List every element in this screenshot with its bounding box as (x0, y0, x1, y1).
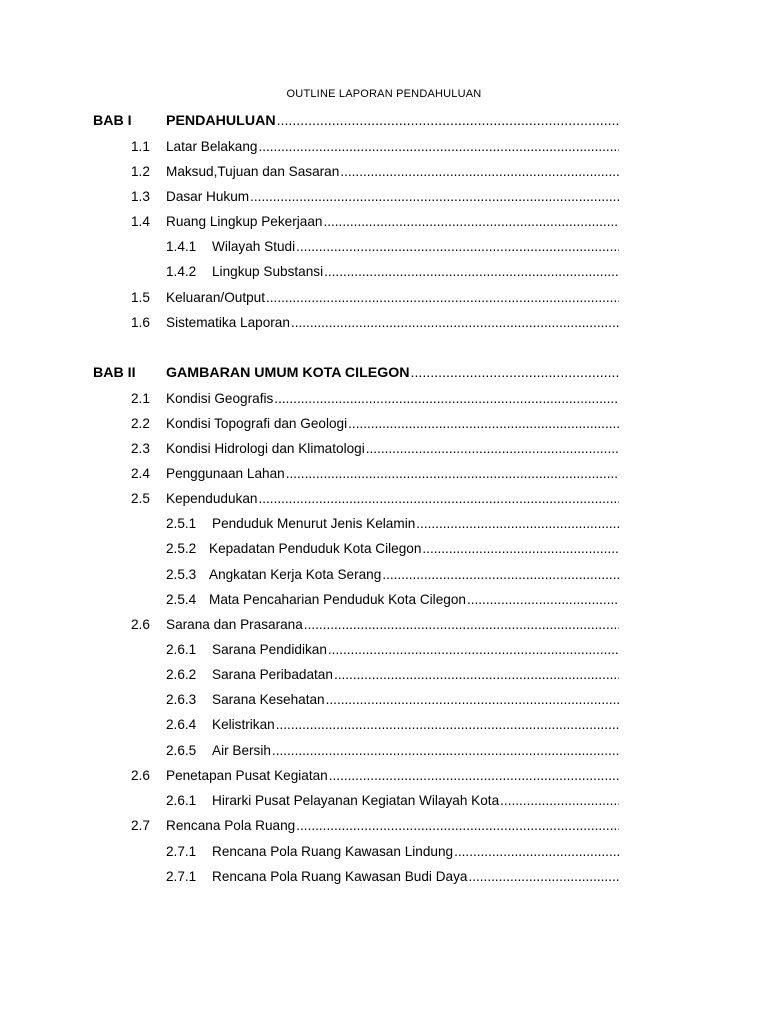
toc-entry (166, 541, 619, 561)
toc-leader-dots (411, 365, 619, 381)
toc-leader-dots (296, 239, 619, 254)
toc-leader-dots (366, 441, 619, 456)
toc-number: 1.3 (131, 189, 150, 204)
toc-number: 2.4 (131, 466, 150, 481)
toc-number: 1.4.1 (166, 239, 197, 254)
toc-number: 2.7 (131, 818, 150, 833)
toc-entry (166, 642, 619, 662)
toc-leader-dots (422, 541, 619, 556)
toc-entry (166, 844, 619, 864)
toc-leader-dots (416, 516, 619, 531)
toc-entry (166, 793, 619, 813)
toc-number: BAB II (93, 365, 136, 381)
toc-label: Penggunaan Lahan (166, 466, 285, 481)
toc-entry (131, 491, 619, 511)
toc-number: 2.5.4 (166, 592, 197, 607)
toc-label: PENDAHULUAN (166, 113, 276, 129)
toc-entry (166, 743, 619, 763)
toc-entry (131, 818, 619, 838)
toc-label: Maksud,Tujuan dan Sasaran (166, 164, 340, 179)
toc-entry (131, 139, 619, 159)
toc-leader-dots (266, 290, 619, 305)
toc-leader-dots (276, 717, 619, 732)
toc-number: 2.6.1 (166, 642, 197, 657)
toc-number: 1.2 (131, 164, 150, 179)
toc-number: 2.6.4 (166, 717, 197, 732)
toc-label: Lingkup Substansi (212, 264, 324, 279)
toc-number: 2.6.5 (166, 743, 197, 758)
toc-number: 1.4.2 (166, 264, 197, 279)
toc-entry (166, 869, 619, 889)
toc-label: Kondisi Geografis (166, 391, 274, 406)
toc-label: Sarana Peribadatan (212, 667, 333, 682)
toc-number: 2.5.3 (166, 567, 197, 582)
toc-number: 2.7.1 (166, 844, 197, 859)
toc-entry (131, 290, 619, 310)
toc-number: 2.6.3 (166, 692, 197, 707)
toc-label: Mata Pencaharian Penduduk Kota Cilegon (209, 592, 466, 607)
toc-entry (131, 768, 619, 788)
toc-number: 2.6.1 (166, 793, 197, 808)
toc-leader-dots (291, 315, 619, 330)
toc-entry (131, 466, 619, 486)
toc-leader-dots (324, 264, 619, 279)
document-title: OUTLINE LAPORAN PENDAHULUAN (286, 88, 482, 100)
toc-entry (131, 164, 619, 184)
toc-leader-dots (286, 466, 619, 481)
toc-leader-dots (329, 768, 619, 783)
toc-label: Kepadatan Penduduk Kota Cilegon (209, 541, 422, 556)
toc-leader-dots (382, 567, 619, 582)
toc-label: Latar Belakang (166, 139, 258, 154)
toc-number: 2.3 (131, 441, 150, 456)
toc-label: Penduduk Menurut Jenis Kelamin (212, 516, 416, 531)
toc-label: Hirarki Pusat Pelayanan Kegiatan Wilayah Kota (212, 793, 500, 808)
toc-entry (166, 516, 619, 536)
toc-entry (131, 441, 619, 461)
toc-leader-dots (258, 139, 619, 154)
toc-number: 2.5.1 (166, 516, 197, 531)
toc-label: Dasar Hukum (166, 189, 250, 204)
toc-entry (131, 617, 619, 637)
toc-label: Air Bersih (212, 743, 271, 758)
toc-label: Sistematika Laporan (166, 315, 290, 330)
toc-leader-dots (304, 617, 619, 632)
toc-label: Kondisi Hidrologi dan Klimatologi (166, 441, 365, 456)
toc-entry (166, 667, 619, 687)
toc-entry (166, 239, 619, 259)
toc-entry (131, 214, 619, 234)
toc-label: Rencana Pola Ruang Kawasan Lindung (212, 844, 454, 859)
toc-leader-dots (334, 667, 619, 682)
toc-entry (131, 189, 619, 209)
toc-label: Rencana Pola Ruang (166, 818, 296, 833)
toc-label: Sarana Pendidikan (212, 642, 327, 657)
toc-entry (166, 692, 619, 712)
toc-leader-dots (340, 164, 619, 179)
toc-number: 2.7.1 (166, 869, 197, 884)
toc-number: 1.4 (131, 214, 150, 229)
toc-leader-dots (454, 844, 619, 859)
toc-leader-dots (258, 491, 619, 506)
toc-label: Sarana dan Prasarana (166, 617, 303, 632)
toc-number: 2.5.2 (166, 541, 197, 556)
toc-entry (166, 264, 619, 284)
toc-label: Kondisi Topografi dan Geologi (166, 416, 348, 431)
toc-leader-dots (274, 391, 619, 406)
toc-leader-dots (468, 869, 619, 884)
toc-entry (131, 391, 619, 411)
toc-number: 1.1 (131, 139, 150, 154)
toc-number: 1.5 (131, 290, 150, 305)
toc-label: Kependudukan (166, 491, 258, 506)
toc-label: Ruang Lingkup Pekerjaan (166, 214, 323, 229)
toc-label: Wilayah Studi (212, 239, 296, 254)
toc-label: Sarana Kesehatan (212, 692, 325, 707)
toc-label: Kelistrikan (212, 717, 275, 732)
toc-leader-dots (296, 818, 619, 833)
toc-entry (166, 592, 619, 612)
toc-number: BAB I (93, 113, 132, 129)
toc-number: 2.6 (131, 617, 150, 632)
toc-number: 2.1 (131, 391, 150, 406)
toc-leader-dots (328, 642, 619, 657)
toc-entry (131, 315, 619, 335)
toc-leader-dots (348, 416, 619, 431)
toc-leader-dots (500, 793, 619, 808)
toc-label: Keluaran/Output (166, 290, 265, 305)
toc-number: 2.6 (131, 768, 150, 783)
toc-entry (166, 567, 619, 587)
toc-label: GAMBARAN UMUM KOTA CILEGON (166, 365, 410, 381)
toc-entry-bab-1 (93, 113, 619, 133)
toc-number: 1.6 (131, 315, 150, 330)
toc-entry-bab-2 (93, 365, 619, 385)
toc-number: 2.2 (131, 416, 150, 431)
toc-leader-dots (467, 592, 619, 607)
toc-number: 2.5 (131, 491, 150, 506)
toc-label: Angkatan Kerja Kota Serang (209, 567, 382, 582)
toc-entry (131, 416, 619, 436)
toc-leader-dots (272, 743, 619, 758)
toc-leader-dots (323, 214, 619, 229)
toc-label: Penetapan Pusat Kegiatan (166, 768, 328, 783)
toc-number: 2.6.2 (166, 667, 197, 682)
toc-leader-dots (277, 113, 619, 129)
toc-leader-dots (250, 189, 619, 204)
toc-entry (166, 717, 619, 737)
toc-leader-dots (326, 692, 619, 707)
toc-label: Rencana Pola Ruang Kawasan Budi Daya (212, 869, 468, 884)
